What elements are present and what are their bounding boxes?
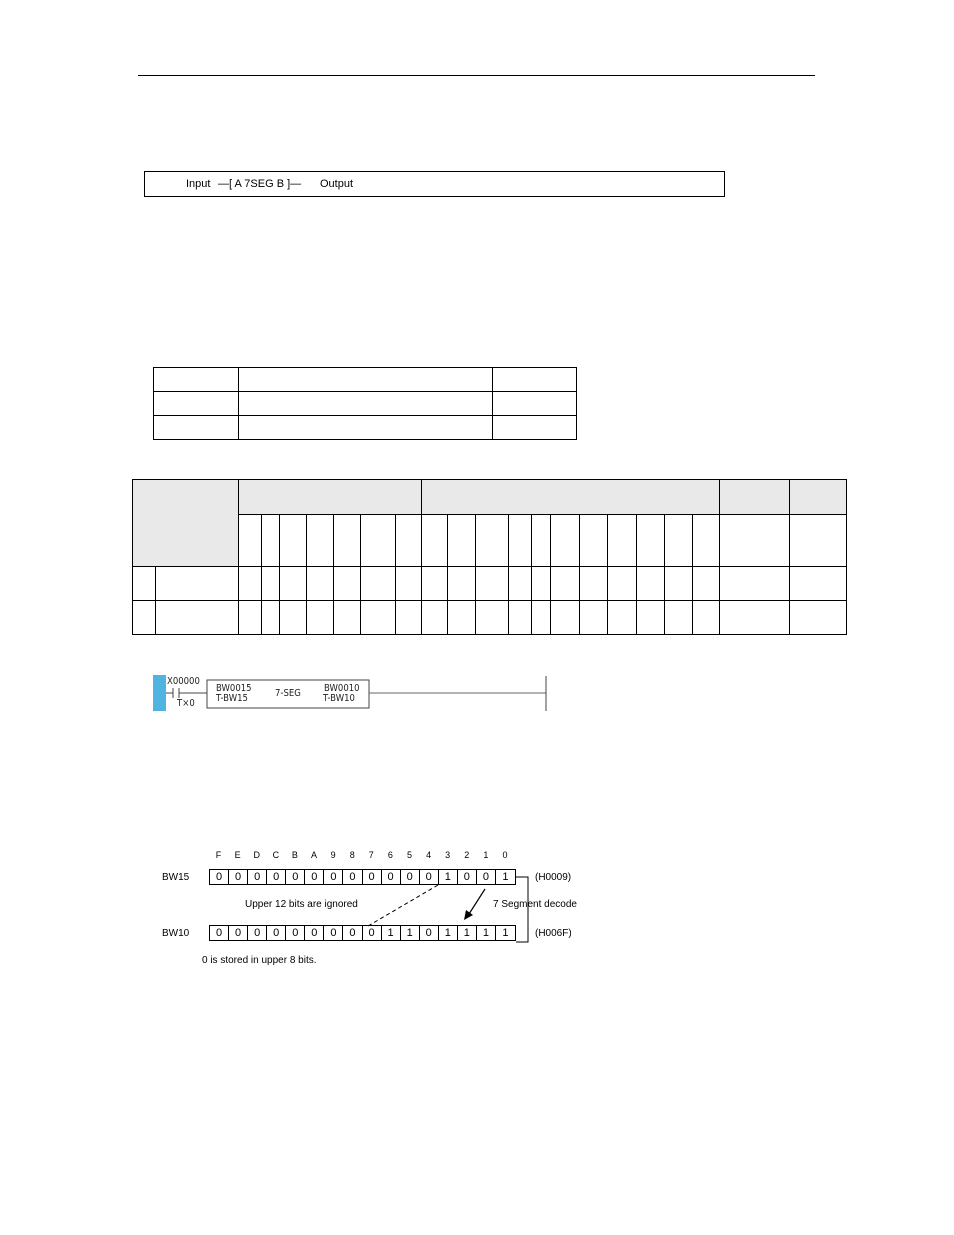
bit-header: 9 — [330, 850, 336, 860]
format-instruction: —[ A 7SEG B ]— — [218, 178, 302, 190]
table-row — [133, 567, 847, 601]
format-output-label: Output — [320, 178, 354, 190]
bit-cell: 0 — [343, 926, 362, 940]
bit-header: 4 — [426, 850, 432, 860]
bit-cell: 0 — [363, 926, 382, 940]
operand-availability-table — [132, 479, 847, 635]
bit-cell: 1 — [502, 871, 509, 883]
bit-cell: 1 — [382, 926, 401, 940]
bit-cell: 1 — [502, 927, 509, 939]
bit-cell: 0 — [343, 870, 362, 884]
bit-header: B — [291, 850, 298, 860]
bit-cell: 0 — [305, 870, 324, 884]
source-tag: T-BW15 — [216, 693, 248, 704]
row-hex: (H006F) — [535, 928, 572, 939]
bit-cell: 0 — [248, 926, 267, 940]
dest-operand: BW0010 — [324, 683, 360, 694]
operand-table — [153, 367, 577, 440]
bit-cell: 0 — [458, 870, 477, 884]
bit-cell: 0 — [286, 926, 305, 940]
table-row — [133, 601, 847, 635]
note-ignored: Upper 12 bits are ignored — [245, 899, 358, 910]
bit-header: F — [215, 850, 222, 860]
register-bw15 — [209, 869, 516, 885]
bit-header: E — [234, 850, 241, 860]
table-row — [133, 480, 847, 515]
bit-header: 1 — [483, 850, 489, 860]
bit-cell: 0 — [401, 870, 420, 884]
register-bw10 — [209, 925, 516, 941]
bit-cell: 1 — [439, 870, 458, 884]
bit-cell: 0 — [324, 870, 343, 884]
bit-cell: 0 — [248, 870, 267, 884]
table-row — [154, 368, 577, 392]
bit-cell: 1 — [458, 926, 477, 940]
bit-header-row — [209, 850, 515, 860]
bit-header: 2 — [464, 850, 470, 860]
contact-address: X00000 — [167, 676, 200, 687]
bit-cell: 0 — [420, 926, 439, 940]
note-stored: 0 is stored in upper 8 bits. — [202, 955, 317, 966]
source-operand: BW0015 — [216, 683, 252, 694]
bit-cell: 1 — [439, 926, 458, 940]
row-hex: (H0009) — [535, 872, 572, 883]
bit-diagram — [160, 846, 610, 976]
instruction-format-box — [144, 171, 725, 197]
power-rail — [153, 675, 166, 711]
bit-cell: 0 — [210, 870, 229, 884]
bit-cell: 0 — [229, 926, 248, 940]
row-name: BW15 — [162, 872, 190, 883]
bit-header: 3 — [445, 850, 451, 860]
bit-cell: 0 — [210, 926, 229, 940]
contact-comment: T×0 — [177, 698, 195, 709]
bit-header: 5 — [406, 850, 412, 860]
bit-cell: 1 — [477, 926, 496, 940]
bit-cell: 0 — [267, 870, 286, 884]
bit-header: C — [272, 850, 280, 860]
table-row — [154, 416, 577, 440]
bit-cell: 0 — [229, 870, 248, 884]
bit-cell: 0 — [382, 870, 401, 884]
bit-header: D — [253, 850, 260, 860]
table-row — [133, 515, 847, 567]
bit-header: A — [311, 850, 318, 860]
instruction-name: 7-SEG — [275, 688, 301, 699]
bit-header: 8 — [349, 850, 355, 860]
bit-cell: 0 — [324, 926, 343, 940]
note-decode: 7 Segment decode — [493, 899, 577, 910]
decode-arrow — [469, 889, 485, 914]
format-input-label: Input — [186, 178, 211, 190]
bit-cell: 0 — [477, 870, 496, 884]
bit-header: 7 — [368, 850, 374, 860]
ladder-program — [153, 673, 553, 713]
header-rule — [138, 75, 815, 76]
bit-cell: 0 — [420, 870, 439, 884]
bit-cell: 1 — [401, 926, 420, 940]
bit-cell: 0 — [286, 870, 305, 884]
dest-tag: T-BW10 — [323, 693, 355, 704]
row-name: BW10 — [162, 928, 190, 939]
table-row — [154, 392, 577, 416]
arrow-head-icon — [464, 910, 473, 920]
dashed-divider — [368, 885, 438, 926]
bit-header: 6 — [387, 850, 393, 860]
bit-header: 0 — [502, 850, 508, 860]
bit-cell: 0 — [267, 926, 286, 940]
bit-cell: 0 — [363, 870, 382, 884]
bit-cell: 0 — [305, 926, 324, 940]
